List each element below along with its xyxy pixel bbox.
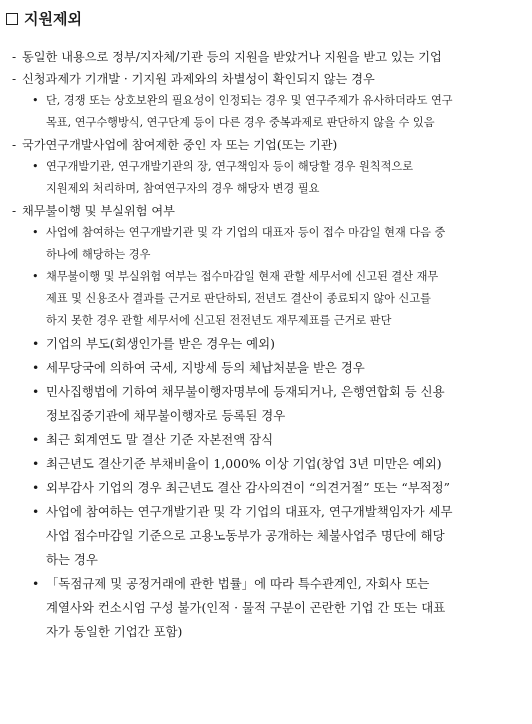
- bullet-marker: •: [32, 270, 39, 283]
- item-text-line: 자가 동일한 기업간 포함): [46, 624, 183, 639]
- sub-bullet-item: [6, 222, 526, 266]
- bullet-item: [6, 452, 526, 476]
- dash-marker: -: [12, 138, 17, 152]
- item-text-line: 제표 및 신용조사 결과를 근거로 판단하되, 전년도 결산이 종료되지 않아 신고를: [46, 292, 431, 305]
- bullet-marker: •: [32, 160, 39, 173]
- item-text-line: 정보집중기관에 채무불이행자로 등록된 경우: [46, 408, 286, 423]
- item-text-line: 채무불이행 및 부실위험 여부: [22, 204, 175, 218]
- bullet-item: [6, 500, 526, 572]
- bullet-marker: •: [32, 504, 40, 519]
- bullet-marker: •: [32, 360, 40, 375]
- section-title: [6, 8, 526, 30]
- sub-bullet-item: [6, 156, 526, 200]
- dash-list-item: [6, 200, 526, 222]
- item-text-line: 세무당국에 의하여 국세, 지방세 등의 체납처분을 받은 경우: [46, 360, 365, 375]
- item-text-line: 사업에 참여하는 연구개발기관 및 각 기업의 대표자, 연구개발책임자가 세무: [46, 504, 453, 519]
- item-text-line: 「독점규제 및 공정거래에 관한 법률」에 따라 특수관계인, 자회사 또는: [46, 576, 430, 591]
- dash-list-item: [6, 134, 526, 156]
- item-text-line: 계열사와 컨소시엄 구성 불가(인적 · 물적 구분이 곤란한 기업 간 또는 대표: [46, 600, 446, 615]
- dash-marker: -: [12, 50, 17, 64]
- sub-bullet-item: [6, 90, 526, 134]
- item-text-line: 국가연구개발사업에 참여제한 중인 자 또는 기업(또는 기관): [22, 138, 338, 152]
- dash-marker: -: [12, 204, 17, 218]
- item-text-line: 최근 회계연도 말 결산 기준 자본전액 잠식: [46, 432, 274, 447]
- bullet-marker: •: [32, 226, 39, 239]
- bullet-marker: •: [32, 480, 40, 495]
- item-text-line: 하지 못한 경우 관할 세무서에 신고된 전전년도 재무제표를 근거로 판단: [46, 314, 392, 327]
- bullet-item: [6, 332, 526, 356]
- item-text-line: 사업 접수마감일 기준으로 고용노동부가 공개하는 체불사업주 명단에 해당: [46, 528, 445, 543]
- bullet-item: [6, 428, 526, 452]
- item-text-line: 하나에 해당하는 경우: [46, 248, 151, 261]
- item-text-line: 연구개발기관, 연구개발기관의 장, 연구책임자 등이 해당할 경우 원칙적으로: [46, 160, 414, 173]
- item-text-line: 단, 경쟁 또는 상호보완의 필요성이 인정되는 경우 및 연구주제가 유사하더라도 연구: [46, 94, 453, 107]
- dash-marker: -: [12, 72, 17, 86]
- bullet-item: [6, 380, 526, 428]
- bullet-item: [6, 476, 526, 500]
- checkbox-square-icon: [6, 13, 18, 25]
- item-text-line: 기업의 부도(회생인가를 받은 경우는 예외): [46, 336, 275, 351]
- sub-bullet-item: [6, 266, 526, 332]
- item-text-line: 하는 경우: [46, 552, 98, 567]
- item-text-line: 사업에 참여하는 연구개발기관 및 각 기업의 대표자 등이 접수 마감일 현재 다음 중: [46, 226, 446, 239]
- exclusion-criteria-list: [6, 46, 526, 644]
- bullet-marker: •: [32, 336, 40, 351]
- item-text-line: 민사집행법에 기하여 채무불이행자명부에 등재되거나, 은행연합회 등 신용: [46, 384, 445, 399]
- bullet-marker: •: [32, 94, 39, 107]
- bullet-marker: •: [32, 384, 40, 399]
- bullet-marker: •: [32, 576, 40, 591]
- item-text-line: 외부감사 기업의 경우 최근년도 결산 감사의견이 “의견거절” 또는 “부적정”: [46, 480, 450, 495]
- bullet-marker: •: [32, 456, 40, 471]
- dash-list-item: [6, 68, 526, 90]
- item-text-line: 목표, 연구수행방식, 연구단계 등이 다른 경우 중복과제로 판단하지 않을 수 있음: [46, 116, 435, 129]
- bullet-marker: •: [32, 432, 40, 447]
- item-text-line: 채무불이행 및 부실위험 여부는 접수마감일 현재 관할 세무서에 신고된 결산 재무: [46, 270, 439, 283]
- item-text-line: 최근년도 결산기준 부채비율이 1,000% 이상 기업(창업 3년 미만은 예외): [46, 456, 442, 471]
- section-title-text: 지원제외: [24, 10, 82, 28]
- item-text-line: 지원제외 처리하며, 참여연구자의 경우 해당자 변경 필요: [46, 182, 320, 195]
- dash-list-item: [6, 46, 526, 68]
- item-text-line: 동일한 내용으로 정부/지자체/기관 등의 지원을 받았거나 지원을 받고 있는 기업: [22, 50, 442, 64]
- item-text-line: 신청과제가 기개발 · 기지원 과제와의 차별성이 확인되지 않는 경우: [22, 72, 375, 86]
- bullet-item: [6, 356, 526, 380]
- bullet-item: [6, 572, 526, 644]
